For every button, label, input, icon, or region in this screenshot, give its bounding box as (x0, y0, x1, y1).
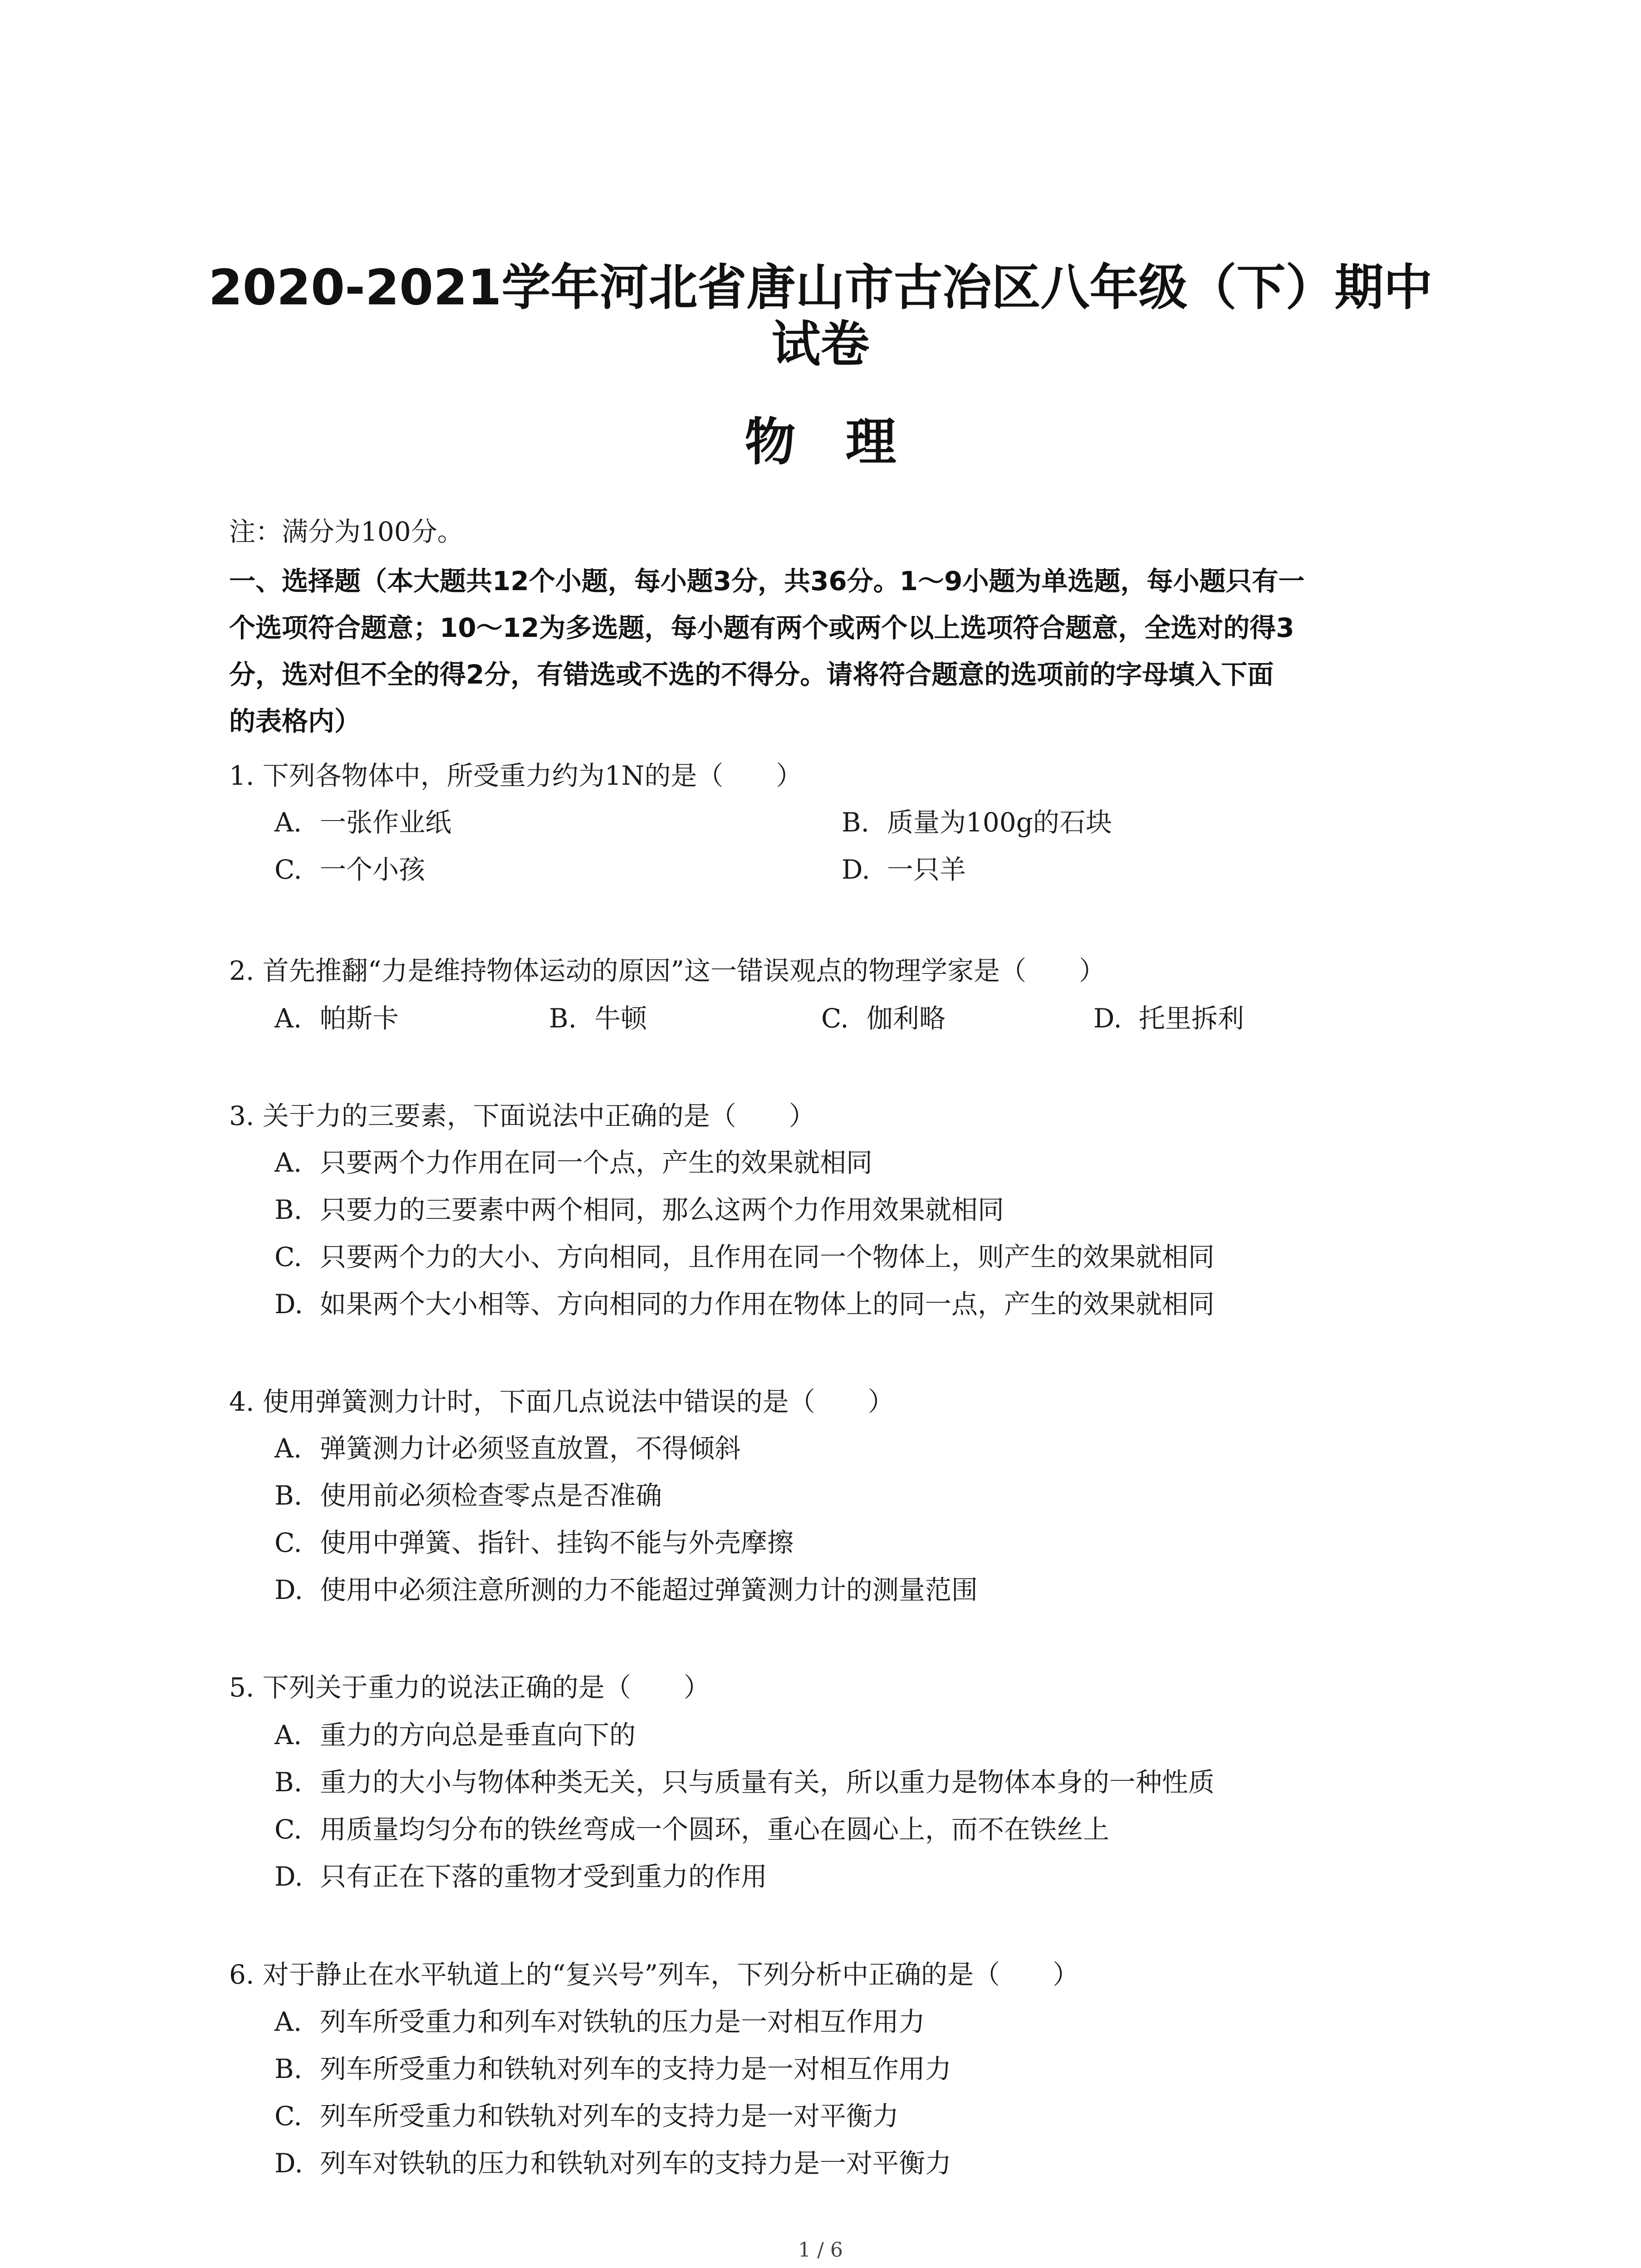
option-text: 如果两个大小相等、方向相同的力作用在物体上的同一点，产生的效果就相同 (320, 1289, 1215, 1320)
option-text: 帕斯卡 (320, 1003, 399, 1034)
section-instructions (229, 558, 1445, 745)
question-6-option-c (274, 2100, 899, 2132)
option-letter: A. (274, 2006, 302, 2037)
page-number: 1 / 6 (798, 2239, 843, 2262)
exam-title-line-1: 2020-2021学年河北省唐山市古冶区八年级（下）期中 (208, 259, 1433, 316)
option-letter: C. (274, 854, 302, 885)
option-text: 使用中弹簧、指针、挂钩不能与外壳摩擦 (320, 1527, 794, 1558)
option-letter: D. (274, 1289, 303, 1320)
option-letter: D. (842, 854, 870, 885)
option-letter: D. (1093, 1003, 1122, 1034)
option-text: 只要两个力的大小、方向相同，且作用在同一个物体上，则产生的效果就相同 (320, 1242, 1215, 1272)
question-2-stem: 2. 首先推翻“力是维持物体运动的原因”这一错误观点的物理学家是（ ） (229, 955, 1106, 986)
question-2-option-b (549, 1002, 647, 1034)
question-6-option-a (274, 2006, 925, 2038)
question-5-stem: 5. 下列关于重力的说法正确的是（ ） (229, 1672, 710, 1703)
question-1-option-a (274, 807, 451, 838)
option-text: 列车所受重力和铁轨对列车的支持力是一对相互作用力 (320, 2053, 952, 2084)
question-1-option-c (274, 854, 425, 885)
option-text: 用质量均匀分布的铁丝弯成一个圆环，重心在圆心上，而不在铁丝上 (320, 1814, 1110, 1845)
option-text: 只有正在下落的重物才受到重力的作用 (320, 1861, 768, 1892)
option-letter: A. (274, 1720, 302, 1750)
option-letter: D. (274, 1574, 303, 1605)
question-2-option-a (274, 1002, 399, 1034)
question-2-option-c (821, 1002, 945, 1034)
option-text: 只要力的三要素中两个相同，那么这两个力作用效果就相同 (320, 1194, 1004, 1225)
score-note: 注：满分为100分。 (229, 516, 464, 547)
question-3-option-c (274, 1241, 1215, 1273)
option-letter: D. (274, 2148, 303, 2179)
question-4-option-d (274, 1574, 978, 1606)
option-letter: A. (274, 1147, 302, 1178)
section-line-3: 分，选对但不全的得2分，有错选或不选的不得分。请将符合题意的选项前的字母填入下面 (229, 659, 1274, 690)
option-text: 一个小孩 (320, 854, 426, 885)
option-letter: C. (274, 2101, 302, 2131)
option-text: 重力的大小与物体种类无关，只与质量有关，所以重力是物体本身的一种性质 (320, 1767, 1215, 1798)
option-text: 一张作业纸 (320, 807, 452, 838)
exam-title-line-2: 试卷 (771, 316, 870, 373)
option-letter: B. (274, 1767, 303, 1798)
question-1-option-b (842, 807, 1112, 838)
question-3-option-b (274, 1194, 1004, 1226)
option-letter: C. (274, 1527, 302, 1558)
question-5-option-d (274, 1861, 767, 1892)
option-letter: B. (549, 1003, 577, 1034)
option-text: 使用中必须注意所测的力不能超过弹簧测力计的测量范围 (320, 1574, 978, 1605)
option-text: 牛顿 (594, 1003, 647, 1034)
question-4-option-c (274, 1527, 794, 1559)
question-6-option-b (274, 2053, 951, 2085)
option-text: 列车所受重力和铁轨对列车的支持力是一对平衡力 (320, 2101, 899, 2131)
option-text: 重力的方向总是垂直向下的 (320, 1720, 636, 1750)
option-text: 质量为100g的石块 (887, 807, 1112, 838)
question-6-stem: 6. 对于静止在水平轨道上的“复兴号”列车，下列分析中正确的是（ ） (229, 1959, 1079, 1990)
section-line-1: 一、选择题（本大题共12个小题，每小题3分，共36分。1～9小题为单选题，每小题只有一 (229, 566, 1305, 596)
option-text: 一只羊 (887, 854, 966, 885)
option-text: 托里拆利 (1139, 1003, 1244, 1034)
question-5-option-a (274, 1719, 636, 1751)
option-letter: C. (274, 1814, 302, 1845)
option-letter: C. (821, 1003, 849, 1034)
option-text: 只要两个力作用在同一个点，产生的效果就相同 (320, 1147, 873, 1178)
question-6-option-d (274, 2147, 951, 2179)
option-text: 列车所受重力和列车对铁轨的压力是一对相互作用力 (320, 2006, 926, 2037)
option-letter: A. (274, 1003, 302, 1034)
option-letter: C. (274, 1242, 302, 1272)
section-line-2: 个选项符合题意；10～12为多选题，每小题有两个或两个以上选项符合题意，全选对的得3 (229, 612, 1294, 643)
option-letter: B. (842, 807, 870, 838)
question-5-option-c (274, 1813, 1109, 1845)
option-letter: A. (274, 1433, 302, 1464)
question-5-option-b (274, 1766, 1215, 1798)
question-3-option-d (274, 1288, 1215, 1320)
question-3-stem: 3. 关于力的三要素，下面说法中正确的是（ ） (229, 1100, 815, 1131)
question-4-option-a (274, 1432, 741, 1464)
question-4-option-b (274, 1480, 662, 1511)
question-4-stem: 4. 使用弹簧测力计时，下面几点说法中错误的是（ ） (229, 1386, 894, 1417)
option-text: 弹簧测力计必须竖直放置，不得倾斜 (320, 1433, 741, 1464)
option-letter: B. (274, 1194, 303, 1225)
subject-heading: 物理 (745, 413, 946, 472)
option-letter: A. (274, 807, 302, 838)
option-letter: D. (274, 1861, 303, 1892)
question-3-option-a (274, 1147, 872, 1178)
question-1-stem: 1. 下列各物体中，所受重力约为1N的是（ ） (229, 760, 803, 791)
option-letter: B. (274, 1480, 303, 1511)
question-1-option-d (842, 854, 966, 885)
option-letter: B. (274, 2053, 303, 2084)
option-text: 使用前必须检查零点是否准确 (320, 1480, 662, 1511)
option-text: 列车对铁轨的压力和铁轨对列车的支持力是一对平衡力 (320, 2148, 952, 2179)
section-line-4: 的表格内） (229, 706, 361, 737)
question-2-option-d (1093, 1002, 1244, 1034)
option-text: 伽利略 (867, 1003, 946, 1034)
